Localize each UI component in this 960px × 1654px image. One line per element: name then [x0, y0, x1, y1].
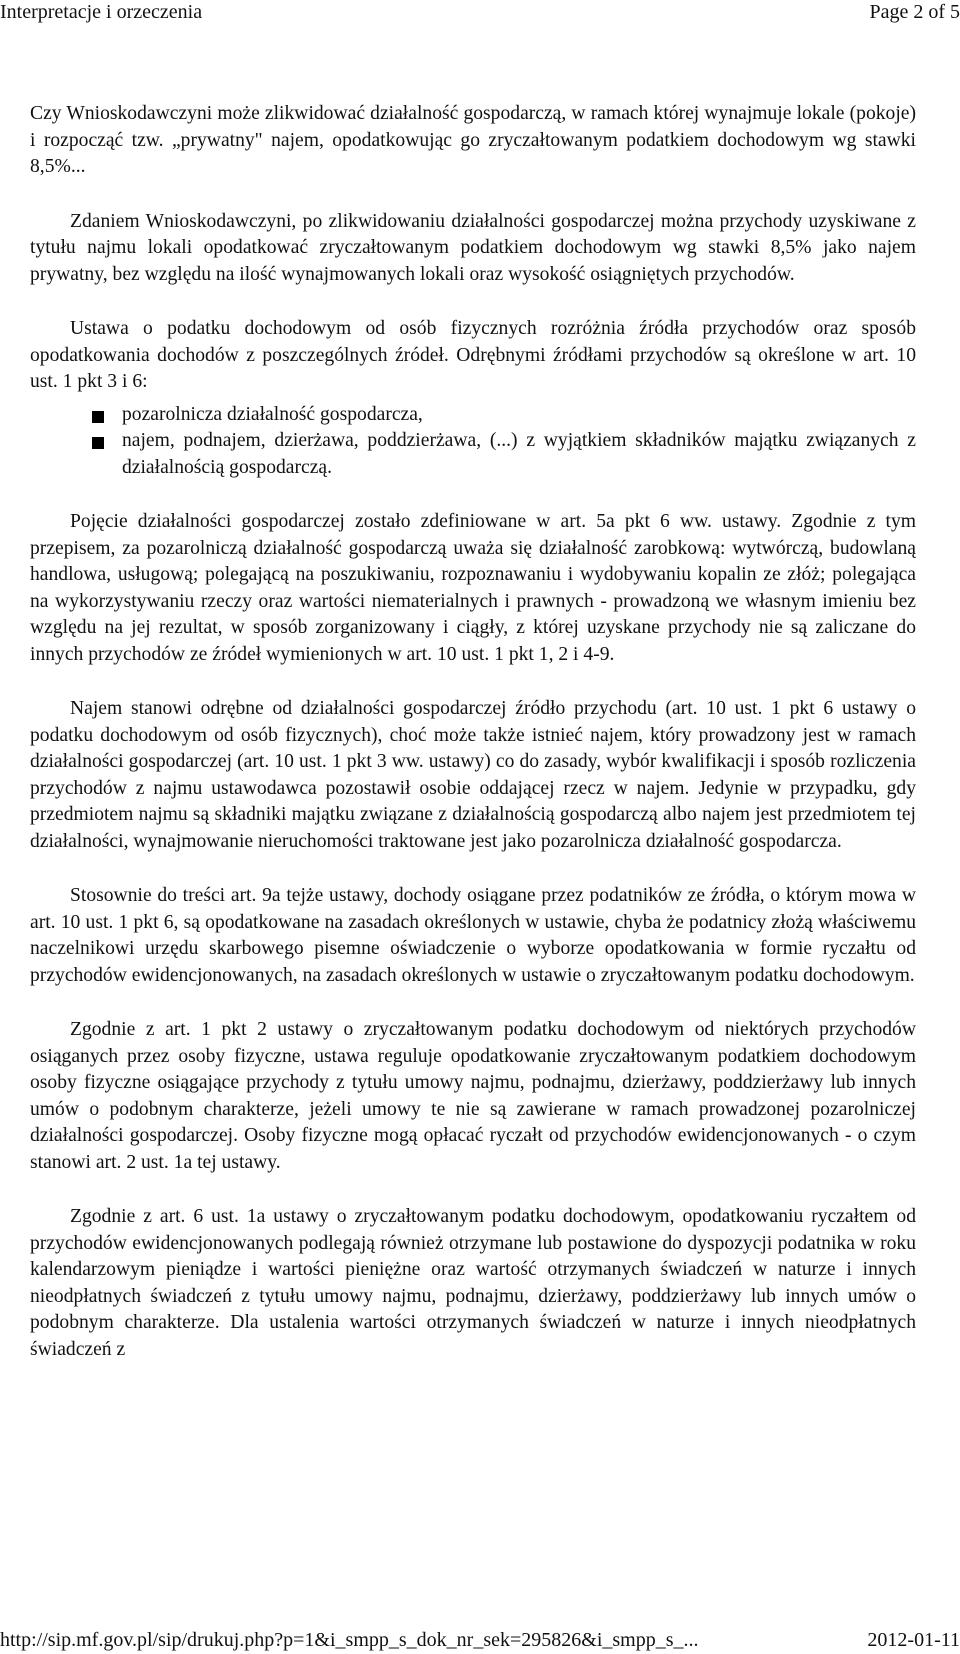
taxation-rules-paragraph: Stosownie do treści art. 9a tejże ustawy, dochody osiągane przez podatników ze źródła, o którym mowa w art. 10 ust. 1 pkt 6, są opodatkowane na zasadach określonych w ustawie, chyba że podatnicy złożą właściwemu naczelnikowi urzędu skarbowego pisemne oświadczenie o wyborze opodatkowania w formie ryczałtu od przychodów ewidencjonowanych, na zasadach określonych w ustawie o zryczałtowanym podatku dochodowym. [30, 885, 916, 986]
list-item [122, 428, 916, 481]
source-url: http://sip.mf.gov.pl/sip/drukuj.php?p=1&i_smpp_s_dok_nr_sek=295826&i_smpp_s_... [0, 1629, 699, 1651]
page-footer [0, 1628, 960, 1652]
print-date: 2012-01-11 [867, 1629, 960, 1651]
applicant-opinion-paragraph: Zdaniem Wnioskodawczyni, po zlikwidowaniu działalności gospodarczej można przychody uzyskiwane z tytułu najmu lokali opodatkować zryczałtowanym podatkiem dochodowym wg stawki 8,5% jako najem prywatny, bez względu na ilość wynajmowanych lokali oraz wysokość osiągniętych przychodów. [30, 210, 916, 285]
page-indicator: Page 2 of 5 [869, 1, 960, 23]
square-bullet-icon [92, 411, 104, 423]
list-item [122, 402, 916, 429]
page-header [0, 0, 960, 26]
income-sources-paragraph: Ustawa o podatku dochodowym od osób fizycznych rozróżnia źródła przychodów oraz sposób opodatkowania dochodów z poszczególnych źródeł. Odrębnymi źródłami przychodów są określone w art. 10 ust. 1 pkt 3 i 6: [30, 318, 916, 392]
income-sources-list [30, 402, 916, 482]
document-body [30, 101, 916, 1391]
lump-sum-income-paragraph: Zgodnie z art. 6 ust. 1a ustawy o zryczałtowanym podatku dochodowym, opodatkowaniu ryczałtem od przychodów ewidencjonowanych podlegają również otrzymane lub postawione do dyspozycji podatnika w roku kalendarzowym pieniądze i wartości pieniężne oraz wartość otrzymanych świadczeń w naturze i innych nieodpłatnych świadczeń z tytułu umowy najmu, podnajmu, dzierżawy, poddzierżawy lub innych umów o podobnym charakterze. Dla ustalenia wartości otrzymanych świadczeń w naturze i innych nieodpłatnych świadczeń z [30, 1206, 916, 1360]
square-bullet-icon [92, 437, 104, 449]
lump-sum-act-paragraph: Zgodnie z art. 1 pkt 2 ustawy o zryczałtowanym podatku dochodowym od niektórych przychodów osiąganych przez osoby fizyczne, ustawa reguluje opodatkowanie zryczałtowanym podatkiem dochodowym osoby fizyczne osiągające przychody z tytułu umowy najmu, podnajmu, dzierżawy, poddzierżawy lub innych umów o podobnym charakterze, jeżeli umowy te nie są zawierane w ramach prowadzonej pozarolniczej działalności gospodarczej. Osoby fizyczne mogą opłacać ryczałt od przychodów ewidencjonowanych - o czym stanowi art. 2 ust. 1a tej ustawy. [30, 1019, 916, 1173]
list-item-text: najem, podnajem, dzierżawa, poddzierżawa, (...) z wyjątkiem składników majątku związanych z działalnością gospodarczą. [122, 430, 916, 478]
rental-source-paragraph: Najem stanowi odrębne od działalności gospodarczej źródło przychodu (art. 10 ust. 1 pkt 6 ustawy o podatku dochodowym od osób fizycznych), choć może także istnieć najem, który prowadzony jest w ramach działalności gospodarczej (art. 10 ust. 1 pkt 3 ww. ustawy) co do zasady, wybór kwalifikacji i sposób rozliczenia przychodów z najmu ustawodawca pozostawił osobie oddającej rzecz w najem. Jedynie w przypadku, gdy przedmiotem najmu są składniki majątku związane z działalnością gospodarczą albo najem jest przedmiotem tej działalności, wynajmowanie nieruchomości traktowane jest jako pozarolnicza działalność gospodarcza. [30, 698, 916, 852]
business-definition-paragraph: Pojęcie działalności gospodarczej zostało zdefiniowane w art. 5a pkt 6 ww. ustawy. Zgodnie z tym przepisem, za pozarolniczą działalność gospodarczą uważa się działalność zarobkową: wytwórczą, budowlaną handlowa, usługową; polegającą na poszukiwaniu, rozpoznawaniu i wydobywaniu kopalin ze złóż; polegająca na wykorzystywaniu rzeczy oraz wartości niematerialnych i prawnych - prowadzoną we własnym imieniu bez względu na jej rezultat, w sposób zorganizowany i ciągły, z której uzyskane przychody nie są zaliczane do innych przychodów ze źródeł wymienionych w art. 10 ust. 1 pkt 1, 2 i 4-9. [30, 511, 916, 665]
document-title: Interpretacje i orzeczenia [0, 1, 203, 23]
list-item-text: pozarolnicza działalność gospodarcza, [122, 403, 423, 425]
question-paragraph: Czy Wnioskodawczyni może zlikwidować działalność gospodarczą, w ramach której wynajmuje lokale (pokoje) i rozpocząć tzw. „prywatny" najem, opodatkowując go zryczałtowanym podatkiem dochodowym wg stawki 8,5%... [30, 103, 916, 177]
